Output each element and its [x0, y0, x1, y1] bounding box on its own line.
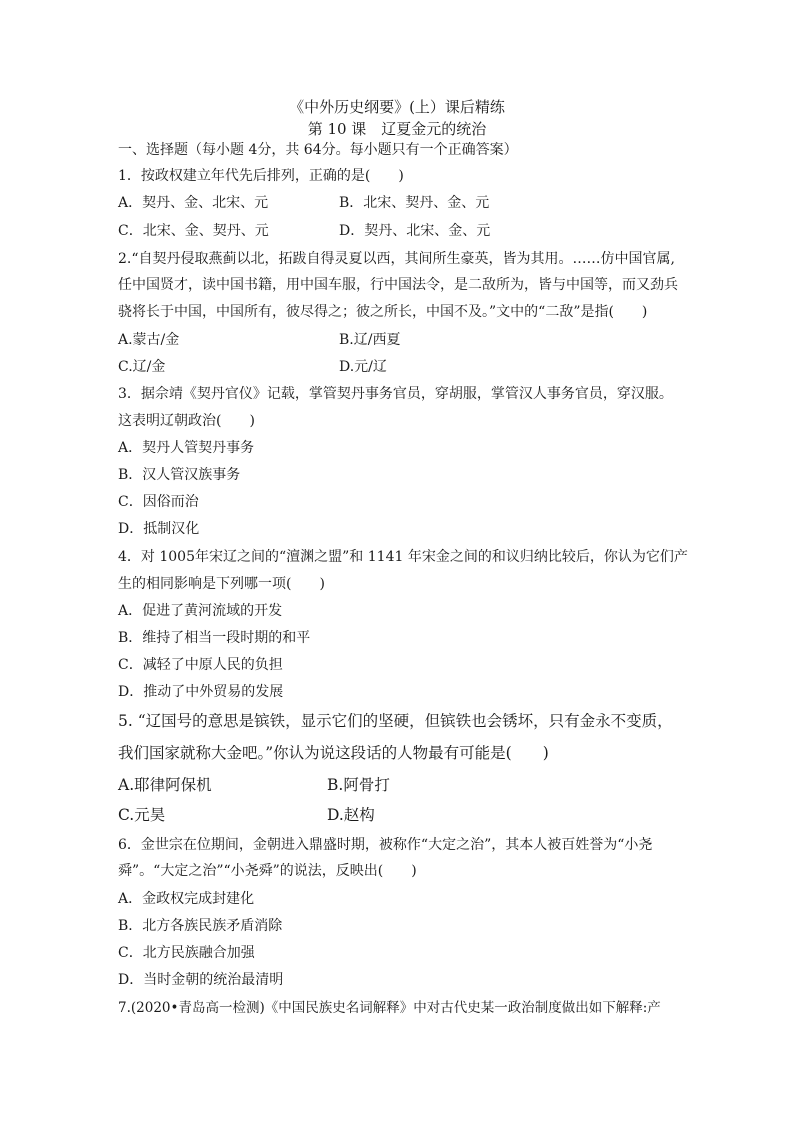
question-3-option-a: A．契丹人管契丹事务: [118, 440, 255, 456]
question-4-line-1: 4．对 1005年宋辽之间的“澶渊之盟”和 1141 年宋金之间的和议归纳比较后，你认为它们产: [118, 549, 688, 565]
question-2-line-2: 任中国贤才，读中国书籍，用中国车服，行中国法令，是二敌所为，皆与中国等，而又劲兵: [118, 277, 678, 293]
question-7-line-1: 7.(2020•青岛高一检测)《中国民族史名词解释》中对古代史某一政治制度做出如下解释:产: [118, 1000, 661, 1016]
question-6-line-1: 6．金世宗在位期间，金朝进入鼎盛时期，被称作“大定之治”，其本人被百姓誉为“小尧: [118, 837, 653, 853]
question-5-option-d: D.赵构: [327, 806, 375, 824]
lesson-title: 第 10 课 辽夏金元的统治: [307, 120, 487, 138]
question-2-option-a: A.蒙古/金: [118, 332, 180, 348]
question-2-line-1: 2.“自契丹侵取燕蓟以北，拓跋自得灵夏以西，其间所生豪英，皆为其用。……仿中国官属,: [118, 251, 675, 267]
question-6-option-d: D．当时金朝的统治最清明: [118, 972, 284, 988]
question-1-stem: 1．按政权建立年代先后排列，正确的是( ): [118, 168, 404, 184]
question-6-option-a: A．金政权完成封建化: [118, 891, 255, 907]
question-4-option-b: B．维持了相当一段时期的和平: [118, 630, 311, 646]
worksheet-title: 《中外历史纲要》(上）课后精练: [289, 98, 505, 116]
question-1-option-c: C．北宋、金、契丹、元: [118, 223, 269, 239]
question-3-line-2: 这表明辽朝政治( ): [118, 413, 255, 429]
question-4-option-c: C．减轻了中原人民的负担: [118, 657, 283, 673]
question-3-option-d: D．抵制汉化: [118, 521, 200, 537]
question-4-line-2: 生的相同影响是下列哪一项( ): [118, 576, 325, 592]
question-6-line-2: 舜”。“大定之治”“小尧舜”的说法，反映出( ): [118, 863, 417, 879]
question-5-option-a: A.耶律阿保机: [118, 776, 212, 794]
question-3-line-1: 3．据佘靖《契丹官仪》记载，掌管契丹事务官员，穿胡服，掌管汉人事务官员，穿汉服。: [118, 386, 673, 402]
question-2-line-3: 骁将长于中国，中国所有，彼尽得之；彼之所长，中国不及。”文中的“二敌”是指( ): [118, 304, 648, 320]
question-4-option-d: D．推动了中外贸易的发展: [118, 684, 284, 700]
question-4-option-a: A．促进了黄河流域的开发: [118, 603, 283, 619]
question-6-option-c: C．北方民族融合加强: [118, 945, 255, 961]
question-1-option-d: D．契丹、北宋、金、元: [339, 223, 491, 239]
question-1-option-a: A．契丹、金、北宋、元: [118, 195, 269, 211]
question-3-option-b: B．汉人管汉族事务: [118, 467, 241, 483]
question-2-option-b: B.辽/西夏: [339, 332, 401, 348]
question-2-option-d: D.元/辽: [339, 359, 387, 375]
question-5-option-b: B.阿骨打: [327, 776, 390, 794]
question-5-line-1: 5. “辽国号的意思是镔铁，显示它们的坚硬，但镔铁也会锈坏，只有金永不变质，: [118, 712, 673, 730]
question-6-option-b: B．北方各族民族矛盾消除: [118, 918, 283, 934]
question-5-option-c: C.元昊: [118, 806, 166, 824]
question-1-option-b: B．北宋、契丹、金、元: [339, 195, 490, 211]
question-5-line-2: 我们国家就称大金吧。”你认为说这段话的人物最有可能是( ): [118, 744, 549, 762]
question-2-option-c: C.辽/金: [118, 359, 166, 375]
question-3-option-c: C．因俗而治: [118, 494, 199, 510]
section-heading: 一、选择题（每小题 4分，共 64分。每小题只有一个正确答案）: [118, 142, 518, 158]
